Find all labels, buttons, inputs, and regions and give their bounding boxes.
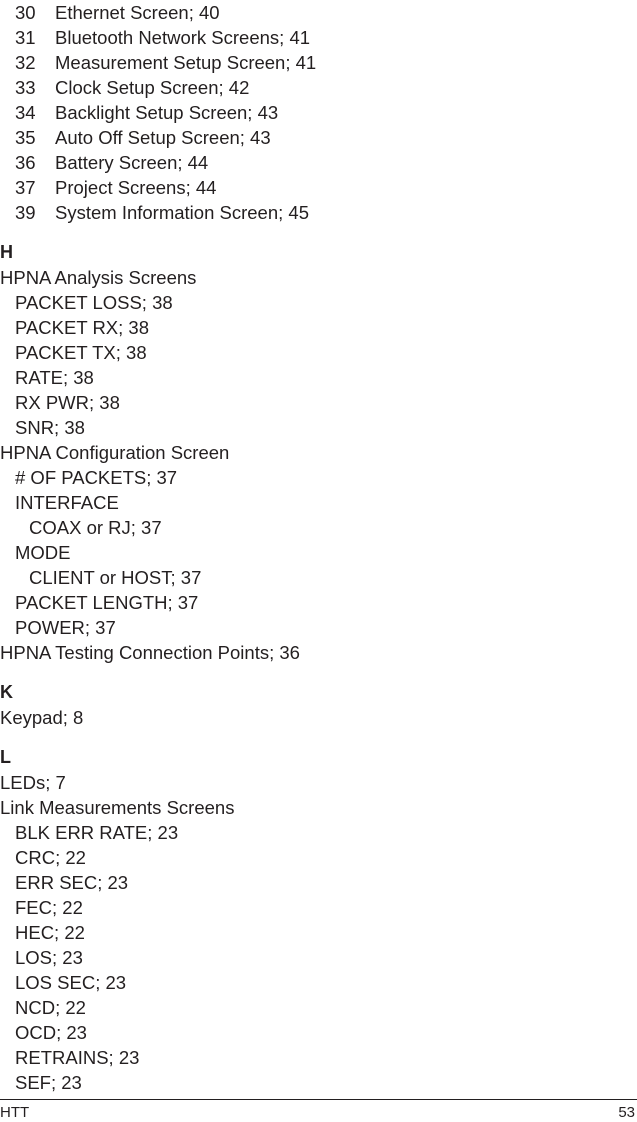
entry-number: 35: [15, 127, 36, 148]
entry-text: Backlight Setup Screen; 43: [55, 102, 279, 123]
index-entry: Keypad; 8: [0, 707, 84, 728]
index-subentry: PACKET LENGTH; 37: [15, 592, 199, 613]
entry-text: System Information Screen; 45: [55, 202, 309, 223]
entry-text: Auto Off Setup Screen; 43: [55, 127, 271, 148]
entry-number: 34: [15, 102, 36, 123]
index-subentry: # OF PACKETS; 37: [15, 467, 178, 488]
index-entry: Link Measurements Screens: [0, 797, 235, 818]
index-subentry: SEF; 23: [15, 1072, 82, 1093]
entry-number: 33: [15, 77, 36, 98]
index-subentry: RATE; 38: [15, 367, 94, 388]
entry-number: 31: [15, 27, 36, 48]
index-subentry: PACKET TX; 38: [15, 342, 147, 363]
footer-divider: [0, 1099, 637, 1100]
index-subentry: NCD; 22: [15, 997, 86, 1018]
index-entry: HPNA Testing Connection Points; 36: [0, 642, 300, 663]
index-subentry: PACKET RX; 38: [15, 317, 150, 338]
index-subentry: PACKET LOSS; 38: [15, 292, 173, 313]
entry-text: Battery Screen; 44: [55, 152, 209, 173]
index-subentry: MODE: [15, 542, 71, 563]
index-entry: HPNA Configuration Screen: [0, 442, 230, 463]
index-subentry: FEC; 22: [15, 897, 83, 918]
index-entry: LEDs; 7: [0, 772, 66, 793]
index-subentry: BLK ERR RATE; 23: [15, 822, 179, 843]
index-subentry: RETRAINS; 23: [15, 1047, 140, 1068]
index-subsubentry: CLIENT or HOST; 37: [29, 567, 202, 588]
entry-text: Project Screens; 44: [55, 177, 217, 198]
section-letter-h: H: [0, 242, 13, 262]
index-entry: [0, 25, 620, 50]
index-subentry: INTERFACE: [15, 492, 119, 513]
index-entry: [0, 100, 620, 125]
entry-text: Measurement Setup Screen; 41: [55, 52, 317, 73]
section-letter-l: L: [0, 747, 11, 767]
index-subentry: CRC; 22: [15, 847, 86, 868]
entry-text: Ethernet Screen; 40: [55, 2, 220, 23]
index-entry: [0, 175, 620, 200]
index-subentry: ERR SEC; 23: [15, 872, 129, 893]
index-entry: HPNA Analysis Screens: [0, 267, 197, 288]
index-subentry: RX PWR; 38: [15, 392, 120, 413]
index-subentry: SNR; 38: [15, 417, 85, 438]
entry-number: 37: [15, 177, 36, 198]
index-entry: [0, 200, 620, 225]
entry-number: 30: [15, 2, 36, 23]
index-subsubentry: COAX or RJ; 37: [29, 517, 162, 538]
index-subentry: LOS; 23: [15, 947, 83, 968]
index-entry: [0, 50, 620, 75]
index-subentry: HEC; 22: [15, 922, 85, 943]
entry-text: Bluetooth Network Screens; 41: [55, 27, 311, 48]
index-entry: [0, 150, 620, 175]
entry-number: 39: [15, 202, 36, 223]
page-footer: [0, 1104, 637, 1122]
footer-product-name: HTT: [0, 1104, 30, 1121]
entry-text: Clock Setup Screen; 42: [55, 77, 250, 98]
entry-number: 32: [15, 52, 36, 73]
index-entry: [0, 125, 620, 150]
index-subentry: LOS SEC; 23: [15, 972, 127, 993]
index-subentry: POWER; 37: [15, 617, 116, 638]
index-entry: [0, 75, 620, 100]
page-number: 53: [618, 1104, 635, 1121]
section-letter-k: K: [0, 682, 13, 702]
entry-number: 36: [15, 152, 36, 173]
index-subentry: OCD; 23: [15, 1022, 87, 1043]
index-entry: [0, 0, 620, 25]
